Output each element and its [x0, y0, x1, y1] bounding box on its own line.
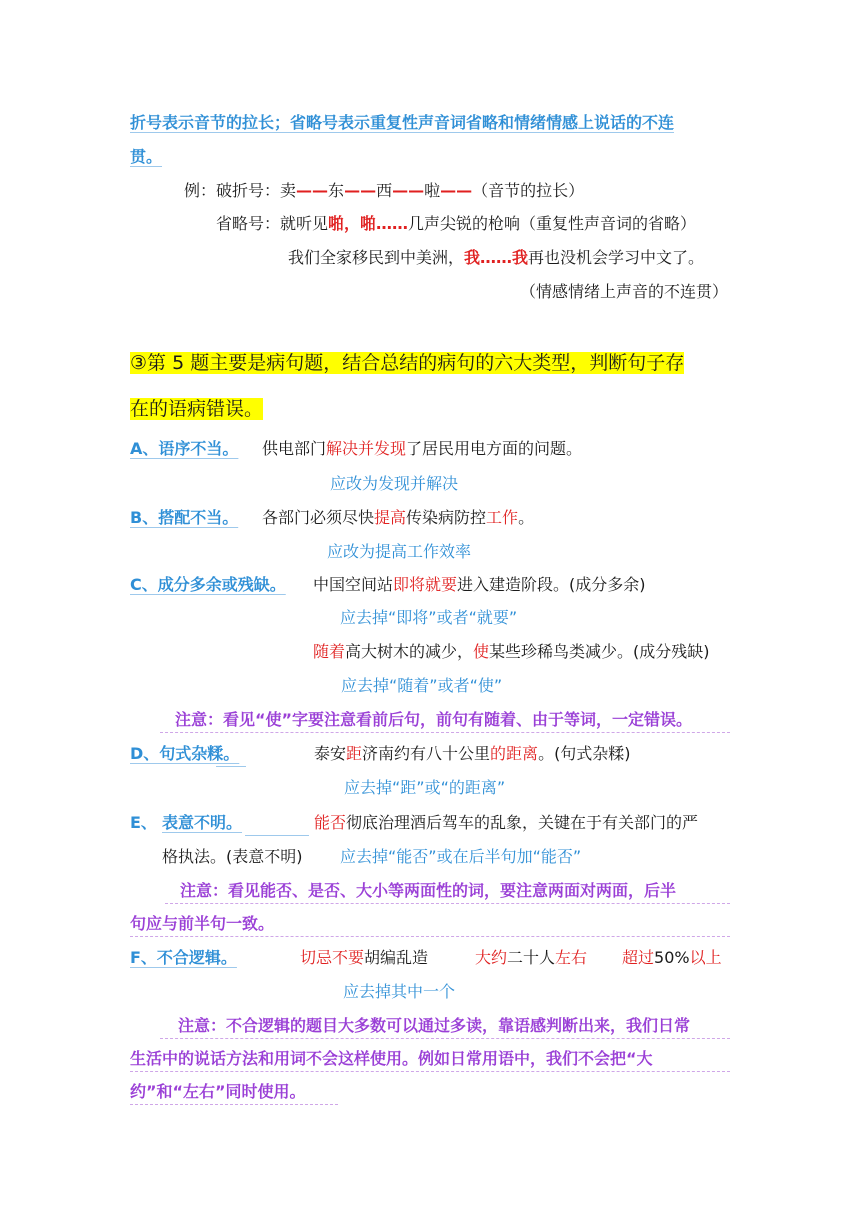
e-note-underline-1	[165, 903, 730, 904]
a-label: A、语序不当。	[130, 439, 239, 458]
f-note-underline-3	[130, 1104, 338, 1105]
d-red-2: 的距离	[490, 744, 539, 763]
c-pre: 中国空间站	[313, 575, 394, 594]
dash-word: 西	[376, 181, 393, 200]
f-fix: 应去掉其中一个	[343, 982, 456, 1001]
d-mid: 济南约有八十公里	[362, 744, 491, 763]
intro-line-1: 折号表示音节的拉长；省略号表示重复性声音词省略和情绪情感上说话的不连	[130, 113, 675, 132]
ellipsis2-post: 再也没机会学习中文了。	[528, 248, 705, 267]
b-red-2: 工作	[486, 508, 519, 527]
c-mid-2: 高大树木的减少，	[345, 642, 474, 661]
b-pre: 各部门必须尽快	[262, 508, 375, 527]
f-ex3-mid: 50%	[654, 948, 690, 967]
example-lead: 例：	[184, 181, 217, 200]
dash-label: 破折号：	[216, 181, 281, 200]
section-title-line-2	[130, 396, 263, 422]
f-label: F、不合逻辑。	[130, 948, 237, 967]
c-note: 注意：看见“使”字要注意看前后句，前句有随着、由于等词，一定错误。	[175, 710, 693, 729]
a-post: 了居民用电方面的问题。	[406, 439, 583, 458]
c-fix-2: 应去掉“随着”或者“使”	[341, 676, 503, 695]
e-sentence-2: 格执法。(表意不明)	[162, 847, 303, 866]
d-red-1: 距	[346, 744, 363, 763]
e-fix: 应去掉“能否”或在后半句加“能否”	[340, 847, 582, 866]
f-note-underline-1	[160, 1038, 730, 1039]
f-ex2-red-1: 大约	[475, 948, 508, 967]
c-note-underline	[160, 732, 730, 733]
b-post: 。	[518, 508, 535, 527]
f-ex1-red: 切忌不要	[300, 948, 365, 967]
f-ex2-red-2: 左右	[555, 948, 588, 967]
e-red: 能否	[314, 813, 347, 832]
c-label: C、成分多余或残缺。	[130, 575, 286, 594]
c-sentence-1	[313, 574, 646, 596]
example-dash-line	[184, 180, 584, 202]
c-red-2b: 使	[473, 642, 490, 661]
c-fix-1: 应去掉“即将”或者“就要”	[340, 608, 518, 627]
f-ex3-red-1: 超过	[622, 948, 655, 967]
c-post: 进入建造阶段。(成分多余)	[457, 575, 646, 594]
d-sentence	[314, 743, 631, 765]
a-sentence	[262, 438, 582, 460]
dash-note: （音节的拉长）	[472, 181, 585, 200]
dash-word: 卖	[280, 181, 297, 200]
e-label: 表意不明。	[162, 813, 243, 832]
ellipsis1-bold: 啪，啪……	[328, 214, 409, 233]
dash-mark: ——	[392, 181, 425, 200]
e-label-num: E、	[130, 813, 157, 832]
dash-word: 东	[328, 181, 345, 200]
e-post: 彻底治理酒后驾车的乱象，关键在于有关部门的严	[346, 813, 699, 832]
f-example-3	[622, 947, 722, 969]
d-label-tail	[216, 766, 246, 767]
c-post-2: 某些珍稀鸟类减少。(成分残缺)	[489, 642, 710, 661]
f-note-1: 注意：不合逻辑的题目大多数可以通过多读，靠语感判断出来，我们日常	[178, 1016, 691, 1035]
ellipsis2-note: （情感情绪上声音的不连贯）	[520, 282, 729, 301]
ellipsis1-pre: 就听见	[280, 214, 329, 233]
a-pre: 供电部门	[262, 439, 327, 458]
section-title-text-2: 在的语病错误。	[130, 398, 264, 420]
dash-mark: ——	[296, 181, 329, 200]
f-note-underline-2	[130, 1071, 730, 1072]
intro-line-2: 贯。	[130, 147, 163, 166]
ellipsis2-bold: 我……我	[464, 248, 529, 267]
c-red-2a: 随着	[313, 642, 346, 661]
f-example-2	[475, 947, 587, 969]
ellipsis-label: 省略号：	[216, 214, 281, 233]
f-note-2: 生活中的说话方法和用词不会这样使用。例如日常用语中，我们不会把“大	[130, 1049, 653, 1068]
f-ex3-red-2: 以上	[689, 948, 722, 967]
d-fix: 应去掉“距”或“的距离”	[344, 778, 506, 797]
example-ellipsis-line-1	[216, 213, 696, 235]
dash-mark: ——	[344, 181, 377, 200]
e-note-underline-2	[130, 936, 730, 937]
example-ellipsis-line-2	[288, 247, 704, 269]
c-red: 即将就要	[393, 575, 458, 594]
b-sentence	[262, 507, 534, 529]
a-fix: 应改为发现并解决	[330, 474, 459, 493]
dash-word: 啦	[424, 181, 441, 200]
ellipsis2-pre: 我们全家移民到中美洲，	[288, 248, 465, 267]
b-label: B、搭配不当。	[130, 508, 239, 527]
e-sentence-1	[314, 812, 698, 834]
d-label: D、句式杂糅。	[130, 744, 240, 763]
dash-mark: ——	[440, 181, 473, 200]
e-note-2: 句应与前半句一致。	[130, 914, 275, 933]
a-red: 解决并发现	[326, 439, 407, 458]
f-ex2-mid: 二十人	[507, 948, 556, 967]
f-ex1-post: 胡编乱造	[364, 948, 429, 967]
e-label-tail	[245, 835, 309, 836]
e-note-1: 注意：看见能否、是否、大小等两面性的词，要注意两面对两面，后半	[180, 881, 677, 900]
c-sentence-2	[313, 641, 710, 663]
b-mid: 传染病防控	[406, 508, 487, 527]
f-note-3: 约”和“左右”同时使用。	[130, 1082, 306, 1101]
b-red-1: 提高	[374, 508, 407, 527]
d-pre: 泰安	[314, 744, 347, 763]
section-title-line-1	[130, 350, 684, 376]
section-title-text-1: ③第 5 题主要是病句题，结合总结的病句的六大类型，判断句子存	[130, 352, 685, 374]
d-post: 。(句式杂糅)	[538, 744, 631, 763]
b-fix: 应改为提高工作效率	[327, 542, 472, 561]
ellipsis1-post: 几声尖锐的枪响（重复性声音词的省略）	[408, 214, 697, 233]
f-example-1	[300, 947, 428, 969]
